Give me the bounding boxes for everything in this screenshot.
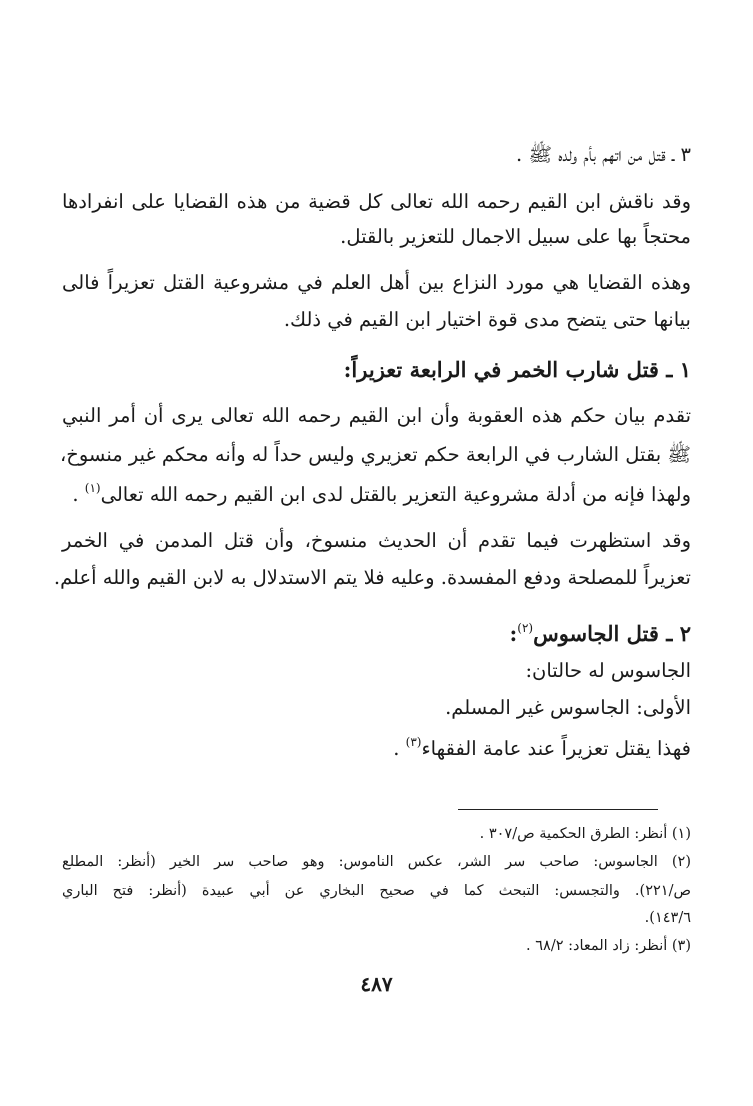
spy-line-1: الجاسوس له حالتان: bbox=[525, 659, 691, 682]
footnote-divider bbox=[458, 809, 658, 810]
paragraph-1-line-2: محتجاً بها على سبيل الاجمال للتعزير بالقتل. bbox=[340, 225, 691, 248]
section-heading-2-colon: : bbox=[509, 621, 518, 646]
item-3-line: ٣ ـ قتل من اتهم بأم ولده ﷺ . bbox=[516, 143, 691, 166]
footnote-2-line-1: (٢) الجاسوس: صاحب سر الشر، عكس الناموس: وهو صاحب سر الخير (أنظر: المطلع bbox=[62, 854, 691, 870]
paragraph-3-line-2: ﷺ بقتل الشارب في الرابعة حكم تعزيري وليس حداً له وأنه محكم غير منسوخ، bbox=[59, 443, 691, 466]
section-heading-2-text: ٢ ـ قتل الجاسوس bbox=[533, 621, 691, 646]
paragraph-2-line-1: وهذه القضايا هي مورد النزاع بين أهل العلم في مشروعية القتل تعزيراً فالى bbox=[62, 271, 691, 294]
footnote-2-line-2: ص/٢٢١). والتجسس: التبحث كما في صحيح البخاري عن أبي عبيدة (أنظر: فتح الباري bbox=[62, 883, 691, 899]
spy-line-3 bbox=[62, 727, 691, 764]
spy-line-3-end: . bbox=[393, 737, 406, 760]
spy-line-2: الأولى: الجاسوس غير المسلم. bbox=[445, 696, 691, 719]
section-heading-1: ١ ـ قتل شارب الخمر في الرابعة تعزيراً: bbox=[343, 357, 691, 382]
paragraph-4-line-1: وقد استظهرت فيما تقدم أن الحديث منسوخ، وأن قتل المدمن في الخمر bbox=[62, 529, 691, 552]
footnote-ref-3: (٣) bbox=[405, 735, 422, 749]
footnote-ref-1: (١) bbox=[84, 481, 101, 495]
page-number: ٤٨٧ bbox=[360, 972, 393, 996]
paragraph-3-line-3-text: ولهذا فإنه من أدلة مشروعية التعزير بالقتل لدى ابن القيم رحمه الله تعالى bbox=[100, 483, 691, 506]
footnote-3: (٣) أنظر: زاد المعاد: ٦٨/٢ . bbox=[526, 938, 691, 954]
paragraph-4-line-2: تعزيراً للمصلحة ودفع المفسدة. وعليه فلا يتم الاستدلال به لابن القيم والله أعلم. bbox=[53, 566, 691, 589]
paragraph-3-line-3 bbox=[62, 473, 691, 510]
footnote-1: (١) أنظر: الطرق الحكمية ص/٣٠٧ . bbox=[479, 826, 691, 842]
spy-line-3-text: فهذا يقتل تعزيراً عند عامة الفقهاء bbox=[421, 737, 691, 760]
paragraph-3-line-3-end: . bbox=[72, 483, 85, 506]
paragraph-3-line-1: تقدم بيان حكم هذه العقوبة وأن ابن القيم رحمه الله تعالى يرى أن أمر النبي bbox=[62, 404, 691, 427]
paragraph-2-line-2: بيانها حتى يتضح مدى قوة اختيار ابن القيم في ذلك. bbox=[283, 308, 691, 331]
footnote-2-line-3: ١٤٣/٦). bbox=[644, 910, 691, 926]
paragraph-1-line-1: وقد ناقش ابن القيم رحمه الله تعالى كل قضية من هذه القضايا على انفرادها bbox=[62, 190, 691, 213]
footnote-ref-2: (٢) bbox=[517, 621, 534, 635]
section-heading-2 bbox=[62, 612, 691, 650]
